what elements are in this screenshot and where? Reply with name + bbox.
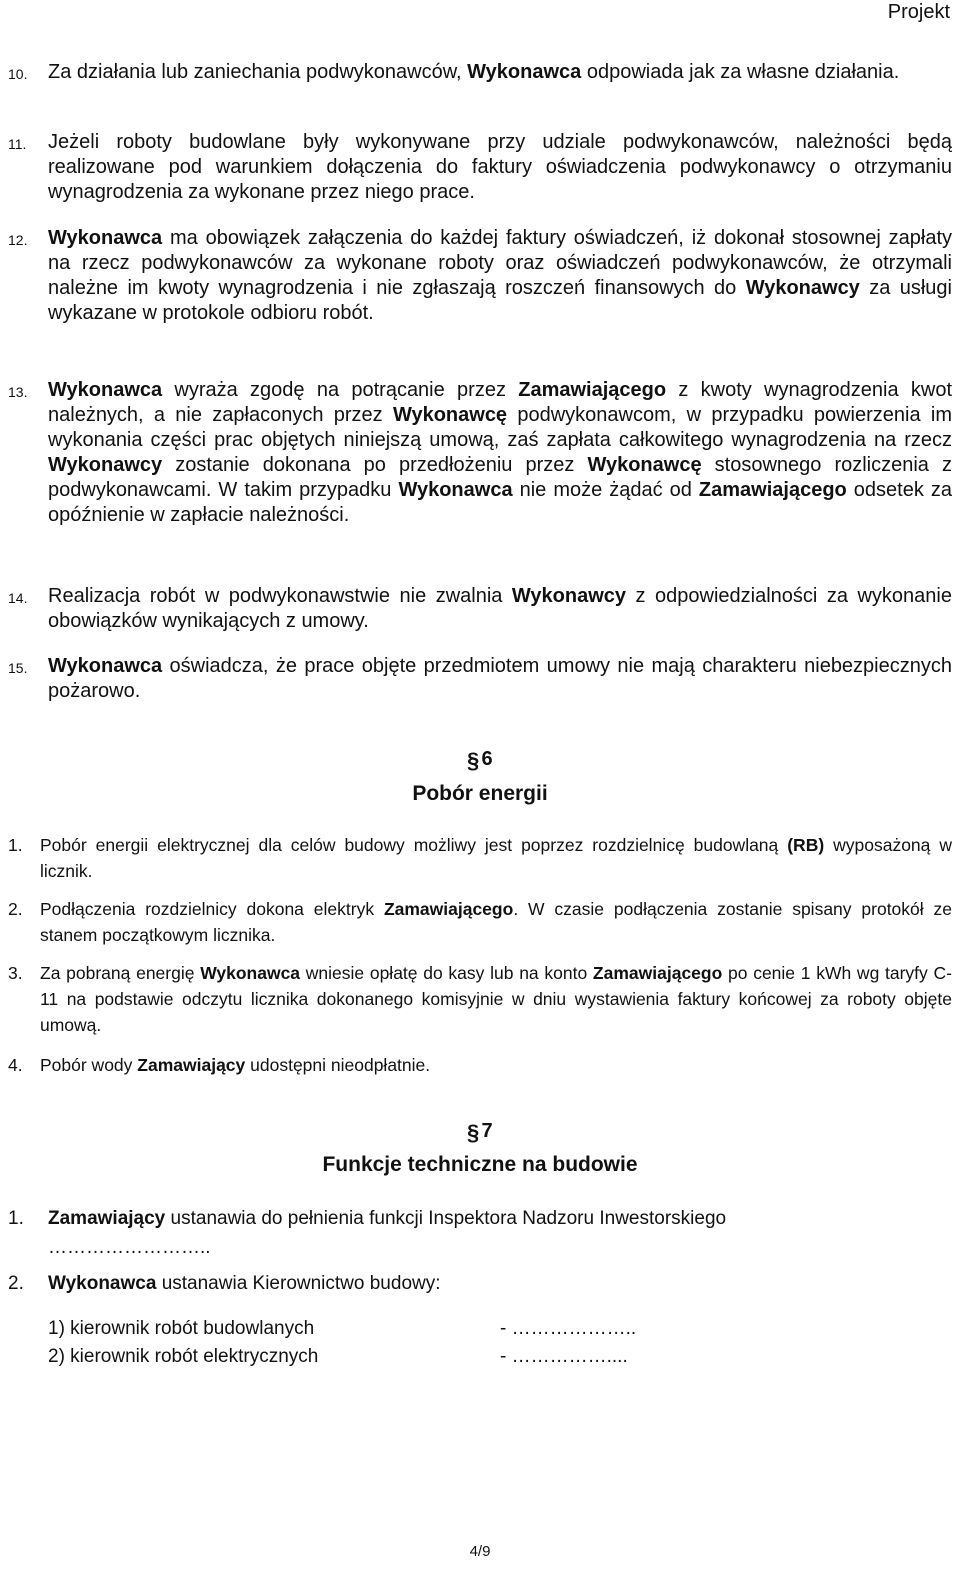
list-item-10 — [8, 60, 952, 85]
role-label: 1) kierownik robót budowlanych — [48, 1318, 315, 1339]
list-item-functions-2 — [8, 1270, 952, 1297]
list-item-11 — [8, 130, 952, 205]
text-run: …………………….. — [48, 1237, 211, 1258]
item-number: 11. — [8, 136, 27, 152]
text-run: po cenie 1 kWh wg taryfy C-11 na podstawie odczytu licznika dokonanego komisyjnie w dniu wystawienia faktury końcowej za roboty objęte umową. — [40, 963, 952, 1035]
list-item-functions-1-dots — [8, 1234, 952, 1261]
list-item-14 — [8, 584, 952, 634]
text-run: wyraża zgodę na potrącanie przez — [162, 379, 519, 401]
bold-text-run: Wykonawca — [398, 479, 513, 501]
bold-text-run: Wykonawca — [200, 963, 301, 983]
bold-text-run: Zamawiający — [48, 1208, 166, 1229]
bold-text-run: Zamawiającego — [698, 479, 847, 501]
bold-text-run: Wykonawca — [48, 655, 163, 677]
text-run: stosownego rozliczenia z podwykonawcami. W takim przypadku — [48, 454, 953, 501]
section-sign-icon — [467, 747, 481, 773]
bold-text-run: Zamawiającego — [518, 379, 667, 401]
bold-text-run: Wykonawcy — [745, 277, 860, 299]
list-item-13 — [8, 378, 952, 528]
text-run: z odpowiedzialności za wykonanie obowiązków wynikających z umowy. — [48, 585, 952, 632]
bold-text-run: Wykonawcę — [587, 454, 702, 476]
list-item-energy-4 — [8, 1052, 952, 1078]
bold-text-run: Zamawiającego — [592, 963, 723, 983]
bold-text-run: Wykonawca — [48, 379, 163, 401]
text-run: wyposażoną w licznik. — [40, 835, 952, 881]
text-run: zostanie dokonana po przedłożeniu przez — [162, 454, 588, 476]
text-run: Za pobraną energię — [40, 963, 201, 983]
item-number: 10. — [8, 66, 28, 82]
item-number: 13. — [8, 384, 28, 400]
text-run: ma obowiązek załączenia do każdej faktury oświadczeń, iż dokonał stosownej zapłaty na rzecz podwykonawców za wykonane roboty oraz oświadczeń podwykonawców, że otrzymali należne im kwoty wynagrodzenia i nie zgłaszają roszczeń finansowych do — [48, 227, 952, 299]
list-item-energy-1 — [8, 832, 952, 884]
bold-text-run: Wykonawca — [48, 1273, 157, 1294]
svg-text:§: § — [467, 748, 480, 773]
item-text — [48, 130, 952, 205]
list-item-energy-3 — [8, 960, 952, 1038]
section-7-title: Funkcje techniczne na budowie — [322, 1153, 638, 1176]
section-6-title: Pobór energii — [412, 782, 548, 805]
item-text — [48, 1234, 952, 1261]
text-run: Jeżeli roboty budowlane były wykonywane przy udziale podwykonawców, należności będą realizowane pod warunkiem dołączenia do faktury oświadczenia podwykonawcy o otrzymaniu wynagrodzenia za wykonane przez niego prace. — [48, 131, 952, 203]
item-number: 3. — [8, 963, 23, 983]
text-run: podwykonawcom, w przypadku powierzenia im wykonania części prac objętych niniejszą umową, zaś zapłata całkowitego wynagrodzenia na rzecz — [48, 404, 952, 451]
text-run: ustanawia Kierownictwo budowy: — [156, 1273, 441, 1294]
text-run: odsetek za opóźnienie w zapłacie należności. — [48, 479, 952, 526]
bold-text-run: Wykonawca — [48, 227, 163, 249]
item-text — [48, 654, 952, 704]
text-run: oświadcza, że prace objęte przedmiotem umowy nie mają charakteru niebezpiecznych pożarowo. — [48, 655, 952, 702]
item-number: 14. — [8, 590, 28, 606]
text-run: Podłączenia rozdzielnicy dokona elektryk — [40, 899, 384, 919]
bold-text-run: Wykonawcy — [48, 454, 163, 476]
list-item-15 — [8, 654, 952, 704]
text-run: ustanawia do pełnienia funkcji Inspektora Nadzoru Inwestorskiego — [165, 1208, 727, 1229]
role-row — [48, 1315, 637, 1343]
svg-text:§: § — [467, 1120, 480, 1145]
item-number: 15. — [8, 660, 28, 676]
text-run: Pobór energii elektrycznej dla celów budowy możliwy jest poprzez rozdzielnicę budowlaną — [40, 835, 788, 855]
item-text — [40, 896, 952, 948]
text-run: . W czasie podłączenia zostanie spisany protokół ze stanem początkowym licznika. — [40, 899, 953, 945]
bold-text-run: (RB) — [787, 835, 825, 855]
item-number: 1. — [8, 1208, 24, 1229]
bold-text-run: Zamawiający — [137, 1055, 246, 1075]
item-text — [48, 1205, 952, 1232]
role-value: - ……………….. — [500, 1318, 637, 1339]
bold-text-run: Wykonawca — [467, 61, 582, 83]
text-run: Za działania lub zaniechania podwykonawców, — [48, 61, 468, 83]
item-text — [48, 378, 952, 528]
item-text — [48, 584, 952, 634]
text-run: odpowiada jak za własne działania. — [581, 61, 900, 83]
text-run: udostępni nieodpłatnie. — [245, 1055, 431, 1075]
text-run: z kwoty wynagrodzenia kwot należnych, a nie zapłaconych przez — [48, 379, 952, 426]
item-text — [40, 960, 952, 1038]
item-text — [40, 1052, 952, 1078]
item-number: 4. — [8, 1055, 23, 1075]
item-number: 2. — [8, 899, 23, 919]
item-text — [48, 60, 952, 85]
list-item-functions-1 — [8, 1205, 952, 1232]
bold-text-run: Wykonawcy — [511, 585, 627, 607]
page-number: 4/9 — [469, 1543, 491, 1560]
text-run: wniesie opłatę do kasy lub na konto — [300, 963, 593, 983]
role-row — [48, 1343, 628, 1371]
list-item-12 — [8, 226, 952, 326]
section-7-number: § 7 — [467, 1120, 493, 1145]
item-text — [40, 832, 952, 884]
text-run: Pobór wody — [40, 1055, 138, 1075]
bold-text-run: Wykonawcę — [392, 404, 508, 426]
item-number: 12. — [8, 232, 28, 248]
header-label: Projekt — [887, 1, 950, 23]
section-6-number: § 6 — [467, 748, 493, 773]
text-run: nie może żądać od — [512, 479, 699, 501]
role-label: 2) kierownik robót elektrycznych — [48, 1346, 319, 1367]
list-item-energy-2 — [8, 896, 952, 948]
item-number: 1. — [8, 835, 23, 855]
section-sign-icon — [467, 1119, 481, 1145]
bold-text-run: Zamawiającego — [383, 899, 514, 919]
text-run: za usługi wykazane w protokole odbioru robót. — [48, 277, 952, 324]
item-text — [48, 226, 952, 326]
text-run: Realizacja robót w podwykonawstwie nie zwalnia — [48, 585, 512, 607]
role-value: - …………….... — [500, 1346, 628, 1367]
item-text — [48, 1270, 952, 1297]
item-number: 2. — [8, 1273, 24, 1294]
